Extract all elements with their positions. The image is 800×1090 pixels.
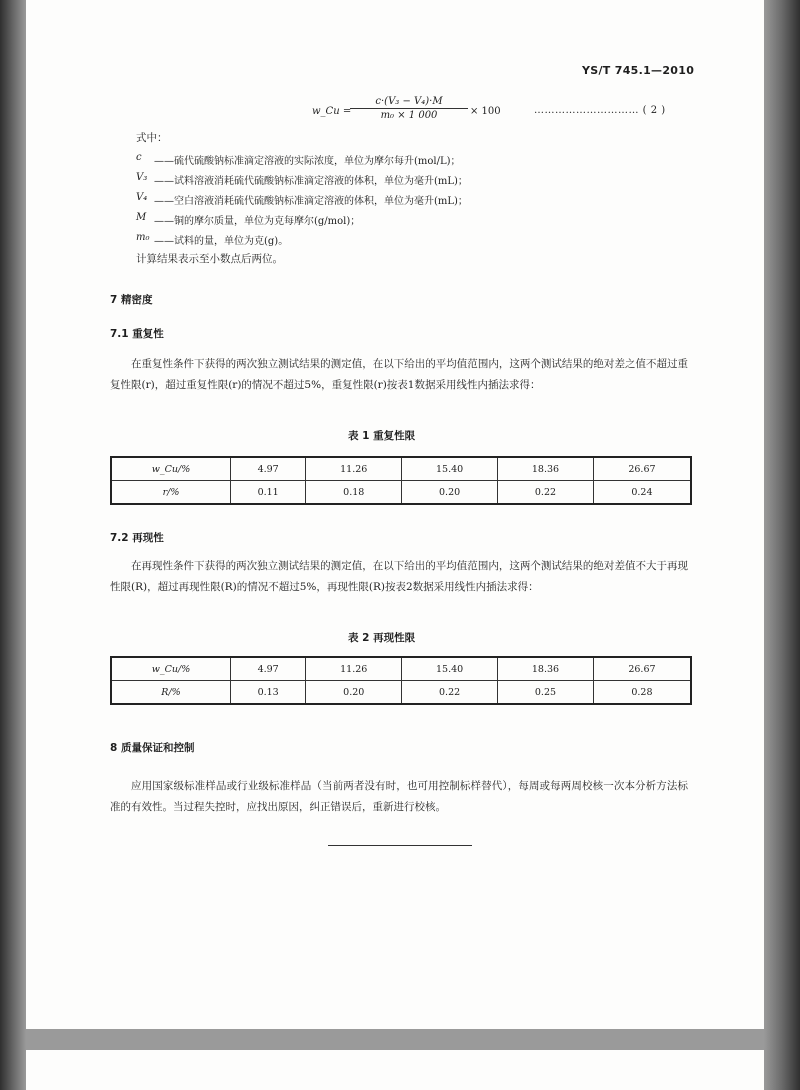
table-cell: 0.13	[231, 681, 306, 705]
table-cell: 11.26	[306, 657, 402, 681]
formula-number: ………………………… ( 2 )	[534, 105, 666, 116]
formula-multiplier: × 100	[470, 106, 501, 117]
table-cell: w_Cu/%	[111, 457, 231, 481]
section-8-paragraph: 应用国家级标准样品或行业级标准样品（当前两者没有时，也可用控制标样替代），每周或每两周校核一次本分析方法标准的有效性。当过程失控时，应找出原因，纠正错误后，重新进行校核。	[110, 780, 688, 813]
table-cell: w_Cu/%	[111, 657, 231, 681]
result-note: 计算结果表示至小数点后两位。	[136, 253, 283, 265]
section-7-heading: 7 精密度	[110, 294, 153, 306]
table-cell: 0.22	[402, 681, 498, 705]
where-label: 式中：	[136, 132, 168, 144]
table-cell: 26.67	[593, 657, 691, 681]
section-7-2-paragraph: 在再现性条件下获得的两次独立测试结果的测定值，在以下给出的平均值范围内，这两个测试结果的绝对差值不大于再现性限(R)，超过再现性限(R)的情况不超过5%，再现性限(R)按表2数据采用线性内插法求得：	[110, 560, 688, 593]
section-7-1-paragraph: 在重复性条件下获得的两次独立测试结果的测定值，在以下给出的平均值范围内，这两个测试结果的绝对差之值不超过重复性限(r)，超过重复性限(r)的情况不超过5%，重复性限(r)按表1数据采用线性内插法求得：	[110, 358, 688, 391]
table-cell: 0.20	[306, 681, 402, 705]
table-cell: 0.18	[306, 481, 402, 505]
variable-description: ——硫代硫酸钠标准滴定溶液的实际浓度，单位为摩尔每升(mol/L)；	[154, 156, 461, 167]
variable-symbol: m₀	[136, 232, 150, 243]
section-7-2-heading: 7.2 再现性	[110, 532, 164, 544]
table-cell: 0.22	[498, 481, 594, 505]
table-cell: r/%	[111, 481, 231, 505]
table-cell: 0.20	[402, 481, 498, 505]
table-row	[111, 681, 691, 705]
table-cell: 4.97	[231, 657, 306, 681]
formula-numerator: c·(V₃ − V₄)·M	[350, 96, 468, 109]
variable-description: ——试料溶液消耗硫代硫酸钠标准滴定溶液的体积，单位为毫升(mL)；	[154, 176, 468, 187]
table-cell: 0.28	[593, 681, 691, 705]
table-cell: 15.40	[402, 457, 498, 481]
table-cell: 18.36	[498, 657, 594, 681]
variable-symbol: c	[136, 152, 142, 163]
standard-number: YS/T 745.1—2010	[582, 64, 695, 77]
formula-fraction	[350, 96, 468, 121]
table-row	[111, 457, 691, 481]
table-cell: 18.36	[498, 457, 594, 481]
table-row	[111, 657, 691, 681]
next-page-edge	[26, 1050, 764, 1090]
variable-description: ——空白溶液消耗硫代硫酸钠标准滴定溶液的体积，单位为毫升(mL)；	[154, 196, 468, 207]
table-cell: 26.67	[593, 457, 691, 481]
table-2-title: 表 2 再现性限	[348, 632, 416, 644]
section-8-heading: 8 质量保证和控制	[110, 742, 195, 754]
section-7-1-heading: 7.1 重复性	[110, 328, 164, 340]
variable-description: ——铜的摩尔质量，单位为克每摩尔(g/mol)；	[154, 216, 361, 227]
variable-description: ——试料的量，单位为克(g)。	[154, 236, 289, 247]
table-cell: 0.25	[498, 681, 594, 705]
table-cell: 4.97	[231, 457, 306, 481]
table-cell: 11.26	[306, 457, 402, 481]
formula-lhs: w_Cu =	[312, 106, 352, 117]
table-row	[111, 481, 691, 505]
end-rule	[328, 845, 472, 846]
table-cell: 15.40	[402, 657, 498, 681]
formula-denominator: m₀ × 1 000	[380, 110, 438, 121]
document-page	[26, 0, 764, 1029]
variable-symbol: V₄	[136, 192, 148, 203]
table-2	[110, 656, 692, 705]
table-cell: R/%	[111, 681, 231, 705]
table-cell: 0.11	[231, 481, 306, 505]
table-cell: 0.24	[593, 481, 691, 505]
table-1	[110, 456, 692, 505]
variable-symbol: M	[136, 212, 147, 223]
variable-symbol: V₃	[136, 172, 148, 183]
table-1-title: 表 1 重复性限	[348, 430, 416, 442]
